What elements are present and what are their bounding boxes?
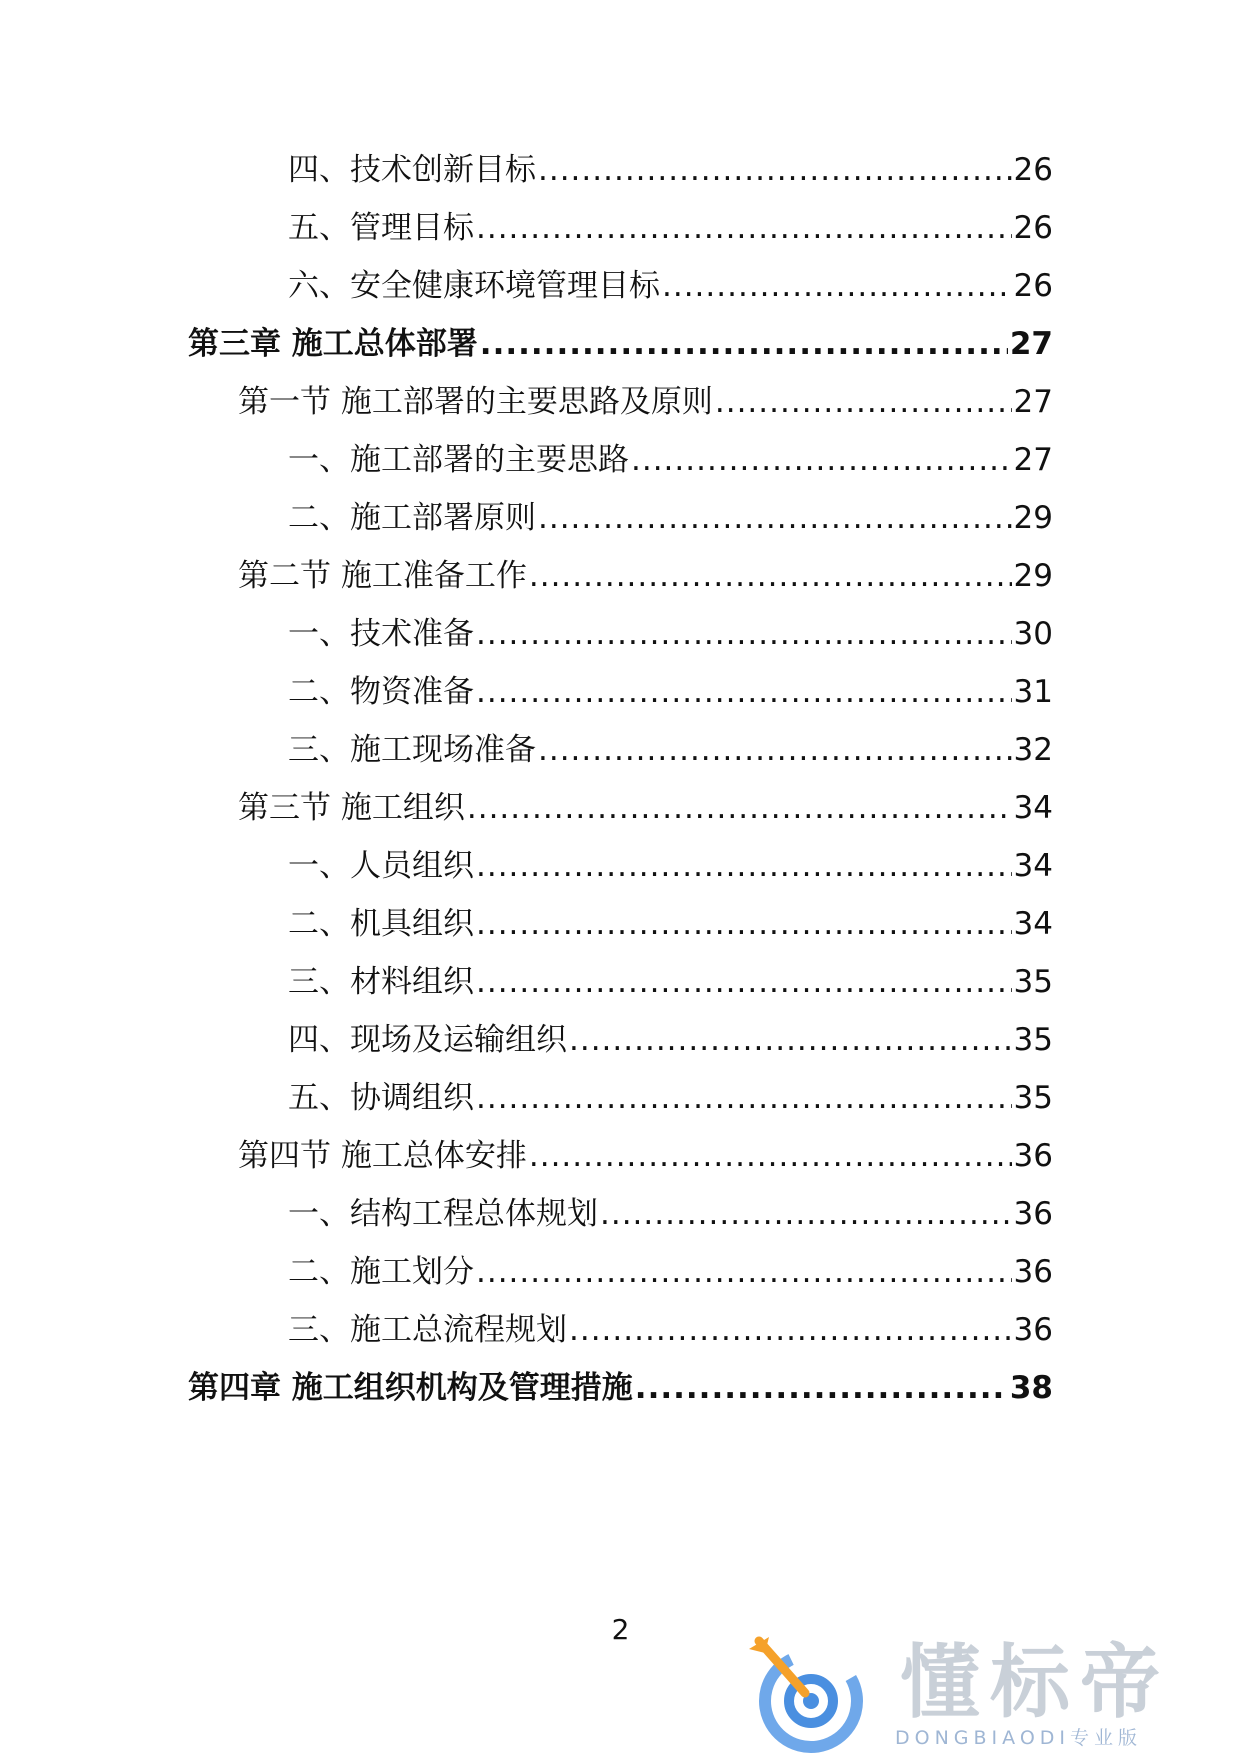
toc-entry-page: 32 xyxy=(1013,732,1053,768)
toc-section-entry[interactable] xyxy=(238,1134,1053,1178)
toc-entry[interactable] xyxy=(288,728,1053,772)
watermark-brand: 懂标帝 xyxy=(900,1636,1170,1729)
dot-leader xyxy=(715,380,1012,424)
toc-entry[interactable] xyxy=(288,206,1053,250)
page-number: 2 xyxy=(611,1613,630,1646)
toc-entry-title: 三、施工现场准备 xyxy=(288,732,536,768)
toc-entry-title: 五、协调组织 xyxy=(288,1080,474,1116)
toc-entry-page: 27 xyxy=(1009,326,1053,362)
toc-entry[interactable] xyxy=(288,960,1053,1004)
dot-leader xyxy=(529,1134,1012,1178)
toc-entry-title: 第三章 施工总体部署 xyxy=(188,326,478,362)
toc-entry-page: 29 xyxy=(1013,558,1053,594)
dot-leader xyxy=(569,1308,1012,1352)
toc-entry-page: 38 xyxy=(1009,1370,1053,1406)
dot-leader xyxy=(635,1366,1008,1410)
toc-entry-page: 26 xyxy=(1013,210,1053,246)
toc-entry-title: 一、结构工程总体规划 xyxy=(288,1196,598,1232)
toc-entry-title: 一、人员组织 xyxy=(288,848,474,884)
toc-entry-page: 36 xyxy=(1013,1138,1053,1174)
toc-entry[interactable] xyxy=(288,1018,1053,1062)
toc-entry-title: 第一节 施工部署的主要思路及原则 xyxy=(238,384,713,420)
toc-section-entry[interactable] xyxy=(238,380,1053,424)
toc-entry-title: 第四节 施工总体安排 xyxy=(238,1138,527,1174)
dot-leader xyxy=(476,960,1012,1004)
toc-entry-title: 三、施工总流程规划 xyxy=(288,1312,567,1348)
toc-entry[interactable] xyxy=(288,148,1053,192)
toc-entry[interactable] xyxy=(288,612,1053,656)
toc-entry-title: 四、技术创新目标 xyxy=(288,152,536,188)
toc-entry-title: 五、管理目标 xyxy=(288,210,474,246)
toc-entry[interactable] xyxy=(288,496,1053,540)
toc-entry[interactable] xyxy=(288,1192,1053,1236)
dot-leader xyxy=(467,786,1012,830)
dot-leader xyxy=(600,1192,1012,1236)
toc-section-entry[interactable] xyxy=(238,786,1053,830)
toc-entry[interactable] xyxy=(288,1076,1053,1120)
toc-entry-title: 二、机具组织 xyxy=(288,906,474,942)
toc-chapter-entry[interactable] xyxy=(188,322,1053,366)
toc-entry-page: 35 xyxy=(1013,1022,1053,1058)
toc-entry[interactable] xyxy=(288,844,1053,888)
toc-entry-title: 二、施工划分 xyxy=(288,1254,474,1290)
toc-entry-page: 36 xyxy=(1013,1312,1053,1348)
dot-leader xyxy=(538,148,1012,192)
toc-entry-title: 六、安全健康环境管理目标 xyxy=(288,268,660,304)
toc-entry-page: 29 xyxy=(1013,500,1053,536)
dot-leader xyxy=(529,554,1012,598)
dot-leader xyxy=(631,438,1012,482)
toc-entry-page: 35 xyxy=(1013,964,1053,1000)
toc-entry-page: 30 xyxy=(1013,616,1053,652)
toc-entry[interactable] xyxy=(288,264,1053,308)
toc-entry-page: 34 xyxy=(1013,848,1053,884)
toc-entry-page: 36 xyxy=(1013,1196,1053,1232)
dot-leader xyxy=(476,902,1012,946)
toc-entry[interactable] xyxy=(288,438,1053,482)
dot-leader xyxy=(476,612,1012,656)
target-logo-icon xyxy=(745,1635,877,1754)
toc-entry-title: 三、材料组织 xyxy=(288,964,474,1000)
toc-entry-title: 二、施工部署原则 xyxy=(288,500,536,536)
toc-entry-title: 第二节 施工准备工作 xyxy=(238,558,527,594)
toc-entry-page: 34 xyxy=(1013,906,1053,942)
toc-entry-title: 二、物资准备 xyxy=(288,674,474,710)
toc-entry-page: 26 xyxy=(1013,152,1053,188)
dot-leader xyxy=(476,844,1012,888)
toc-entry-page: 26 xyxy=(1013,268,1053,304)
toc-entry-title: 第三节 施工组织 xyxy=(238,790,465,826)
watermark-subtitle: DONGBIAODI专业版 xyxy=(895,1727,1143,1749)
dot-leader xyxy=(569,1018,1012,1062)
toc-entry-page: 27 xyxy=(1013,384,1053,420)
toc-entry-page: 31 xyxy=(1013,674,1053,710)
watermark xyxy=(740,1635,1240,1754)
toc-entry-title: 四、现场及运输组织 xyxy=(288,1022,567,1058)
toc-entry-page: 27 xyxy=(1013,442,1053,478)
toc-entry-page: 34 xyxy=(1013,790,1053,826)
dot-leader xyxy=(476,1076,1012,1120)
dot-leader xyxy=(538,496,1012,540)
toc-entry-title: 一、施工部署的主要思路 xyxy=(288,442,629,478)
dot-leader xyxy=(662,264,1012,308)
dot-leader xyxy=(476,1250,1012,1294)
toc-entry-page: 35 xyxy=(1013,1080,1053,1116)
dot-leader xyxy=(538,728,1012,772)
toc-entry[interactable] xyxy=(288,670,1053,714)
toc-section-entry[interactable] xyxy=(238,554,1053,598)
toc-chapter-entry[interactable] xyxy=(188,1366,1053,1410)
toc-entry[interactable] xyxy=(288,902,1053,946)
toc-entry-title: 一、技术准备 xyxy=(288,616,474,652)
toc-entry[interactable] xyxy=(288,1308,1053,1352)
dot-leader xyxy=(476,670,1012,714)
toc-entry[interactable] xyxy=(288,1250,1053,1294)
toc-entry-title: 第四章 施工组织机构及管理措施 xyxy=(188,1370,633,1406)
toc-entry-page: 36 xyxy=(1013,1254,1053,1290)
dot-leader xyxy=(476,206,1012,250)
dot-leader xyxy=(480,322,1008,366)
